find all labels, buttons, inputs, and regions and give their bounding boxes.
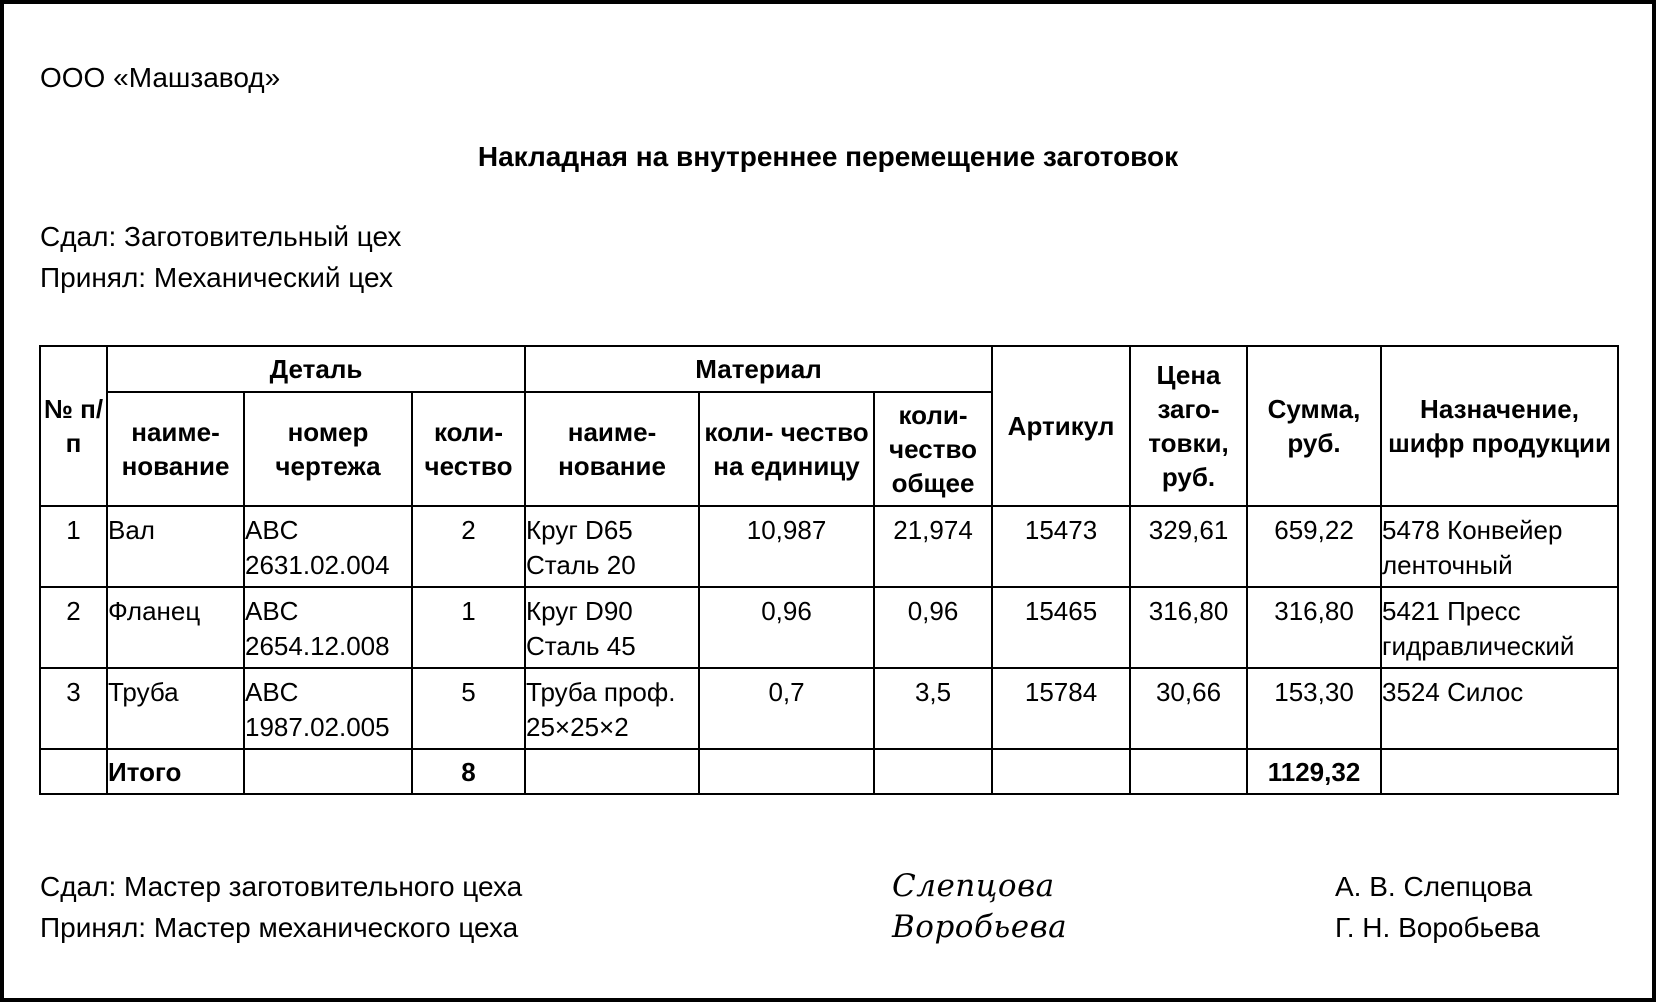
received-line: Принял: Механический цех xyxy=(40,262,393,293)
signature-vorobyeva: Воробьева xyxy=(892,909,1068,945)
cell-material: Круг D90 Сталь 45 xyxy=(525,587,699,668)
header-part-group: Деталь xyxy=(107,346,525,392)
total-cell-empty xyxy=(40,749,107,794)
header-price: Цена заго- товки, руб. xyxy=(1130,346,1247,506)
cell-material: Труба проф. 25×25×2 xyxy=(525,668,699,749)
cell-purpose: 3524 Силос xyxy=(1381,668,1618,749)
document-title: Накладная на внутреннее перемещение заготовок xyxy=(477,141,1179,172)
cell-part-name: Труба xyxy=(107,668,244,749)
footer-roles xyxy=(40,866,522,948)
handed-over-role: Сдал: Мастер заготовительного цеха xyxy=(40,871,523,902)
cell-qty: 5 xyxy=(412,668,525,749)
total-label: Итого xyxy=(107,749,244,794)
cell-article: 15784 xyxy=(992,668,1130,749)
total-cell-empty xyxy=(874,749,992,794)
name-sleptsova: А. В. Слепцова xyxy=(1335,871,1533,902)
cell-part-name: Фланец xyxy=(107,587,244,668)
cell-purpose: 5478 Конвейер ленточный xyxy=(1381,506,1618,587)
cell-part-name: Вал xyxy=(107,506,244,587)
header-part-name: наиме- нование xyxy=(107,392,244,506)
cell-drawing-number: ABC 1987.02.005 xyxy=(244,668,412,749)
table-header-row xyxy=(40,346,1618,392)
cell-article: 15473 xyxy=(992,506,1130,587)
cell-num: 3 xyxy=(40,668,107,749)
header-purpose: Назначение, шифр продукции xyxy=(1381,346,1618,506)
handed-over-line: Сдал: Заготовительный цех xyxy=(40,221,402,252)
signature-sleptsova: Слепцова xyxy=(892,868,1055,904)
cell-price: 316,80 xyxy=(1130,587,1247,668)
signatures xyxy=(892,866,1067,948)
received-role: Принял: Мастер механического цеха xyxy=(40,912,519,943)
total-sum: 1129,32 xyxy=(1247,749,1381,794)
cell-qty-per-unit: 0,7 xyxy=(699,668,874,749)
cell-price: 30,66 xyxy=(1130,668,1247,749)
header-article: Артикул xyxy=(992,346,1130,506)
cell-num: 2 xyxy=(40,587,107,668)
cell-sum: 153,30 xyxy=(1247,668,1381,749)
cell-qty-total: 21,974 xyxy=(874,506,992,587)
header-drawing-number: номер чертежа xyxy=(244,392,412,506)
table-row xyxy=(40,506,1618,587)
cell-material: Круг D65 Сталь 20 xyxy=(525,506,699,587)
invoice-table xyxy=(39,345,1619,795)
cell-drawing-number: ABC 2654.12.008 xyxy=(244,587,412,668)
header-material-name: наиме- нование xyxy=(525,392,699,506)
header-qty-per-unit: коли- чество на единицу xyxy=(699,392,874,506)
cell-drawing-number: ABC 2631.02.004 xyxy=(244,506,412,587)
transfer-parties xyxy=(40,216,401,298)
header-num: № п/п xyxy=(40,346,107,506)
cell-purpose: 5421 Пресс гидравлический xyxy=(1381,587,1618,668)
cell-price: 329,61 xyxy=(1130,506,1247,587)
cell-qty-per-unit: 0,96 xyxy=(699,587,874,668)
cell-article: 15465 xyxy=(992,587,1130,668)
total-row xyxy=(40,749,1618,794)
cell-num: 1 xyxy=(40,506,107,587)
total-cell-empty xyxy=(1130,749,1247,794)
header-sum: Сумма, руб. xyxy=(1247,346,1381,506)
cell-sum: 659,22 xyxy=(1247,506,1381,587)
cell-sum: 316,80 xyxy=(1247,587,1381,668)
table-row xyxy=(40,587,1618,668)
cell-qty-total: 3,5 xyxy=(874,668,992,749)
total-cell-empty xyxy=(1381,749,1618,794)
company-name: ООО «Машзавод» xyxy=(40,62,281,93)
total-cell-empty xyxy=(699,749,874,794)
signatory-names xyxy=(1335,866,1540,948)
header-material-group: Материал xyxy=(525,346,992,392)
header-part-qty: коли- чество xyxy=(412,392,525,506)
total-cell-empty xyxy=(992,749,1130,794)
header-qty-total: коли- чество общее xyxy=(874,392,992,506)
cell-qty: 1 xyxy=(412,587,525,668)
table-row xyxy=(40,668,1618,749)
cell-qty-total: 0,96 xyxy=(874,587,992,668)
total-qty: 8 xyxy=(412,749,525,794)
name-vorobyeva: Г. Н. Воробьева xyxy=(1335,912,1540,943)
cell-qty-per-unit: 10,987 xyxy=(699,506,874,587)
total-cell-empty xyxy=(244,749,412,794)
cell-qty: 2 xyxy=(412,506,525,587)
total-cell-empty xyxy=(525,749,699,794)
